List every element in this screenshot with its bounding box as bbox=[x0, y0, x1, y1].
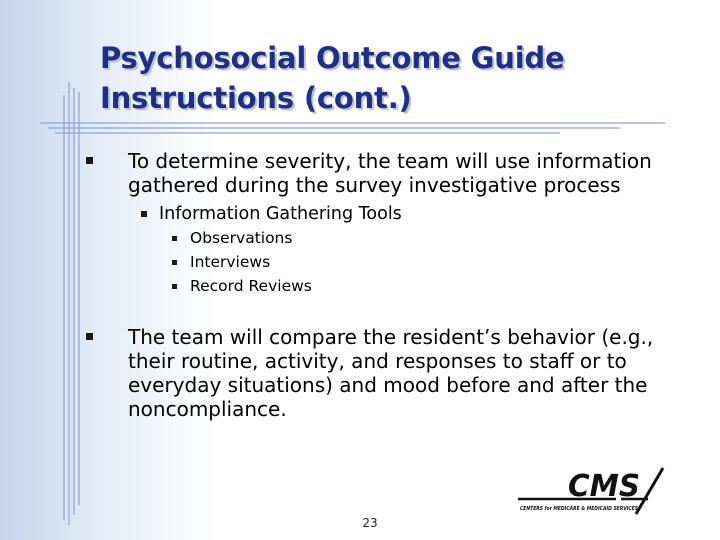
bullet-square-icon bbox=[86, 157, 93, 164]
bullet-square-icon bbox=[86, 333, 93, 340]
bullet-line: The team will compare the resident’s behavior (e.g., bbox=[128, 325, 654, 349]
sub-sub-bullet-square-icon bbox=[172, 260, 177, 265]
bullet-line: everyday situations) and mood before and after the bbox=[128, 373, 648, 397]
sub-sub-bullet-item: Observations bbox=[190, 229, 293, 247]
logo-wordmark: CMS bbox=[568, 469, 640, 504]
bullet-line: gathered during the survey investigative process bbox=[128, 173, 621, 197]
sub-sub-bullet-square-icon bbox=[172, 284, 177, 289]
sub-sub-bullet-square-icon bbox=[172, 236, 177, 241]
page-number: 23 bbox=[362, 516, 378, 530]
title-line-1: Psychosocial Outcome Guide bbox=[100, 41, 565, 75]
bullet-item bbox=[128, 325, 653, 421]
sub-bullet-square-icon bbox=[141, 211, 147, 217]
sub-sub-bullet-item: Record Reviews bbox=[190, 277, 312, 295]
cms-logo bbox=[518, 466, 668, 518]
logo-slash bbox=[636, 468, 663, 514]
logo-tagline: CENTERS for MEDICARE & MEDICAID SERVICES bbox=[520, 506, 639, 512]
bullet-item bbox=[128, 149, 652, 197]
sub-bullet-item: Information Gathering Tools bbox=[159, 204, 402, 224]
sub-sub-bullet-item: Interviews bbox=[190, 253, 271, 271]
bullet-line: their routine, activity, and responses to staff or to bbox=[128, 349, 627, 373]
bullet-line: To determine severity, the team will use information bbox=[128, 149, 652, 173]
bullet-line: noncompliance. bbox=[128, 397, 287, 421]
title-line-2: Instructions (cont.) bbox=[100, 81, 412, 115]
